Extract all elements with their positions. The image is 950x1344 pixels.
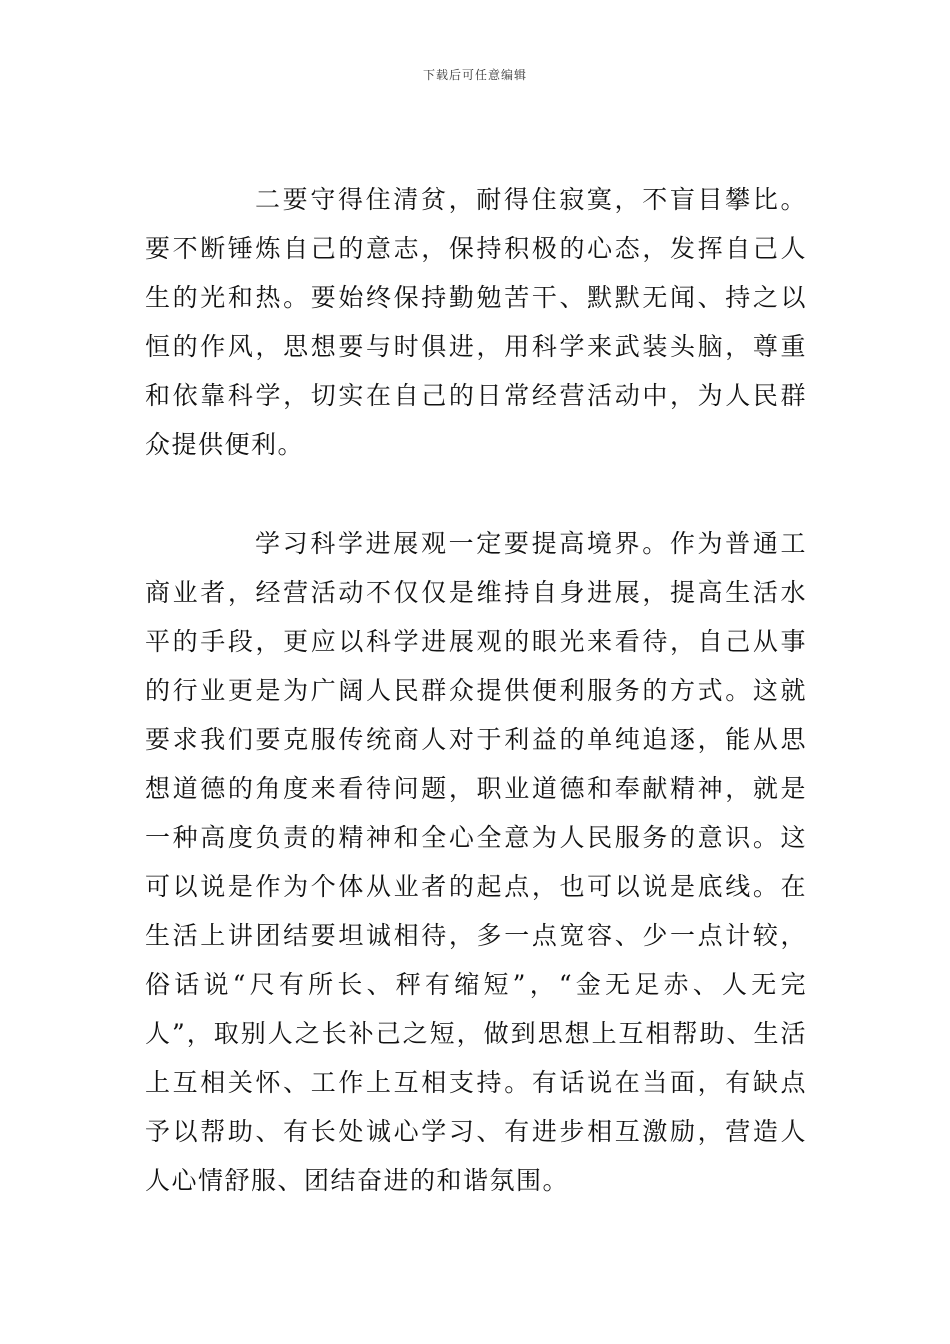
document-body [145, 175, 807, 1205]
paragraph-1: 二要守得住清贫，耐得住寂寞，不盲目攀比。要不断锤炼自己的意志，保持积极的心态，发挥自己人生的光和热。要始终保持勤勉苦干、默默无闻、持之以恒的作风，思想要与时俱进，用科学来武装头脑，尊重和依靠科学，切实在自己的日常经营活动中，为人民群众提供便利。 [145, 185, 807, 459]
paragraph-2: 学习科学进展观一定要提高境界。作为普通工商业者，经营活动不仅仅是维持自身进展，提高生活水平的手段，更应以科学进展观的眼光来看待，自己从事的行业更是为广阔人民群众提供便利服务的方式。这就要求我们要克服传统商人对于利益的单纯追逐，能从思想道德的角度来看待问题，职业道德和奉献精神，就是一种高度负责的精神和全心全意为人民服务的意识。这可以说是作为个体从业者的起点，也可以说是底线。在生活上讲团结要坦诚相待，多一点宽容、少一点计较，俗话说“尺有所长、秤有缩短”，“金无足赤、人无完人”，取别人之长补己之短，做到思想上互相帮助、生活上互相关怀、工作上互相支持。有话说在当面，有缺点予以帮助、有长处诚心学习、有进步相互激励，营造人人心情舒服、团结奋进的和谐氛围。 [145, 529, 807, 1195]
page-header: 下载后可任意编辑 [422, 68, 527, 82]
